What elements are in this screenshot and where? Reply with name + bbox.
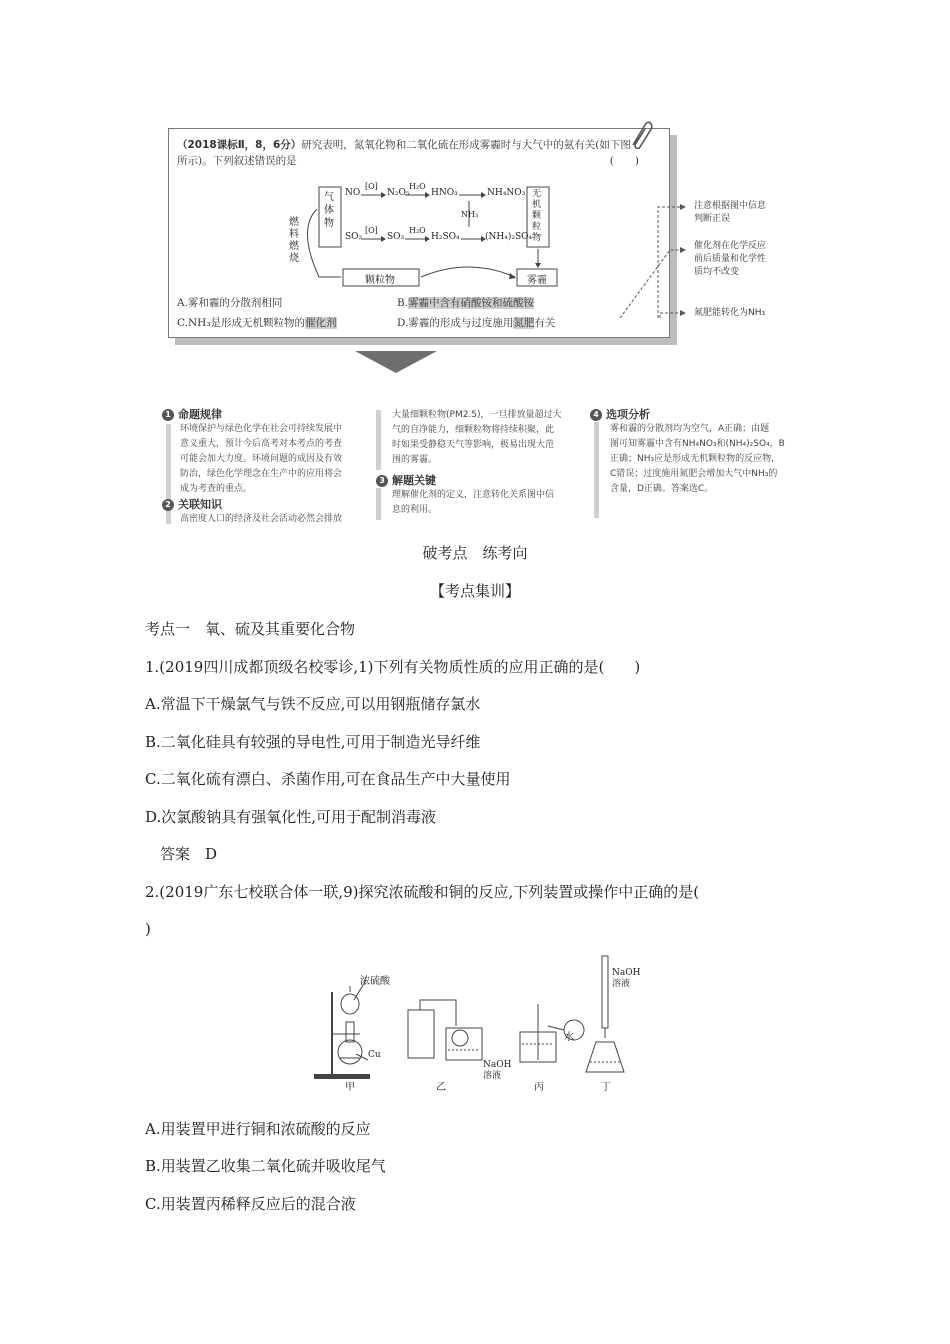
label-apparatus-jia: 甲 bbox=[345, 1082, 355, 1093]
q1-option-c: C.二氧化硫有漂白、杀菌作用,可在食品生产中大量使用 bbox=[145, 770, 511, 788]
q2-option-b: B.用装置乙收集二氧化硫并吸收尾气 bbox=[145, 1157, 386, 1175]
option-c: C.NH₃是形成无机颗粒物的催化剂 bbox=[177, 317, 337, 329]
formula-no: NO bbox=[345, 188, 361, 198]
label-apparatus-bing: 丙 bbox=[534, 1082, 544, 1093]
formula-hno3: HNO₃ bbox=[431, 188, 458, 198]
question-2: 2.(2019广东七校联合体一联,9)探究浓硫酸和铜的反应,下列装置或操作中正确的是( bbox=[145, 883, 700, 901]
option-a: A.雾和霾的分散剂相同 bbox=[177, 297, 283, 309]
formula-nh4no3: NH₄NO₃ bbox=[487, 188, 526, 198]
section-key-text: 理解催化剂的定义，注意转化关系图中信 息的利用。 bbox=[392, 490, 555, 515]
analysis-bar-3 bbox=[376, 488, 381, 520]
option-c-highlight: 催化剂 bbox=[305, 317, 337, 329]
formula-h2so4: H₂SO₄ bbox=[431, 232, 460, 242]
reagent-o-2: [O] bbox=[365, 226, 378, 235]
q2-option-c: C.用装置丙稀释反应后的混合液 bbox=[145, 1195, 356, 1213]
section-rule-heading: 1 命题规律 bbox=[162, 406, 222, 422]
label-water: 水 bbox=[564, 1032, 574, 1043]
section-knowledge-text: 高密度人口的经济及社会活动必然会排放 bbox=[180, 514, 343, 524]
section-heading: 破考点 练考向 bbox=[422, 544, 528, 562]
question-1: 1.(2019四川成都顶级名校零诊,1)下列有关物质性质的应用正确的是( ) bbox=[145, 658, 641, 676]
question-card bbox=[168, 128, 670, 338]
side-note-2: 催化剂在化学反应 前后质量和化学性 质均不改变 bbox=[694, 241, 767, 277]
section-subheading: 【考点集训】 bbox=[429, 582, 520, 600]
label-apparatus-yi: 乙 bbox=[436, 1082, 446, 1093]
side-note-3: 氮肥能转化为NH₃ bbox=[694, 308, 766, 318]
section-key-heading: 3 解题关键 bbox=[376, 472, 436, 488]
option-d: D.雾霾的形成与过度施用氮肥有关 bbox=[397, 317, 556, 329]
topic-title: 考点一 氧、硫及其重要化合物 bbox=[145, 620, 356, 638]
option-b: B.雾霾中含有硝酸铵和硫酸铵 bbox=[397, 297, 535, 309]
particles-label: 颗粒物 bbox=[365, 275, 395, 286]
section-options-heading: 4 选项分析 bbox=[590, 406, 650, 422]
label-apparatus-ding: 丁 bbox=[601, 1082, 611, 1093]
fuel-combustion-label: 燃料燃烧 bbox=[289, 217, 299, 264]
analysis-bar-2 bbox=[376, 410, 381, 470]
option-d-highlight: 氮肥 bbox=[513, 317, 535, 329]
option-b-highlight: 雾霾中含有硝酸铵和硫酸铵 bbox=[408, 297, 535, 309]
formula-nh3: NH₃ bbox=[461, 210, 479, 219]
formula-nh4-2so4: (NH₄)₂SO₄ bbox=[485, 232, 533, 242]
gas-box-label: 气体物 bbox=[324, 192, 334, 229]
label-conc-acid: 浓硫酸 bbox=[360, 976, 390, 987]
section-knowledge-cont-text: 大量细颗粒物(PM2.5)，一旦排放量超过大 气的自净能力，细颗粒物将持续积聚，此 时如果受静稳天气等影响，极易出现大范 围的雾霾。 bbox=[392, 410, 562, 465]
question-2-cont: ) bbox=[145, 920, 151, 938]
q1-answer: 答案 D bbox=[160, 845, 218, 863]
section-options-text: 雾和霾的分散剂均为空气，A正确；由题 图可知雾霾中含有NH₄NO₃和(NH₄)₂SO₄，B 正确；NH₃应是形成无机颗粒物的反应物， C错误；过度施用氮肥会增加大气中NH₃的 含量，D正确。答案选C。 bbox=[610, 424, 785, 494]
section-knowledge-heading: 2 关联知识 bbox=[162, 496, 222, 512]
q2-option-a: A.用装置甲进行铜和浓硫酸的反应 bbox=[145, 1120, 371, 1138]
label-naoh-solution-2: NaOH 溶液 bbox=[612, 968, 641, 989]
stem-line-1: 研究表明，氮氧化物和二氧化硫在形成雾霾时与大气中的氨有关(如下图 bbox=[301, 139, 631, 151]
formula-n2o5: N₂O₅ bbox=[387, 188, 410, 198]
reagent-h2o-2: H₂O bbox=[409, 226, 426, 235]
annotation-connectors bbox=[600, 195, 690, 325]
label-cu: Cu bbox=[368, 1050, 381, 1060]
label-naoh-solution-1: NaOH 溶液 bbox=[483, 1060, 512, 1081]
down-arrow-icon bbox=[355, 351, 437, 375]
question-source: （2018课标Ⅱ，8，6分） bbox=[177, 139, 302, 151]
q1-option-a: A.常温下干燥氯气与铁不反应,可以用钢瓶储存氯水 bbox=[145, 695, 481, 713]
formula-so2: SO₂ bbox=[345, 232, 363, 242]
formula-so3: SO₃ bbox=[387, 232, 405, 242]
answer-paren: ( ) bbox=[609, 155, 639, 167]
analysis-bar-4 bbox=[594, 422, 599, 518]
haze-label: 雾霾 bbox=[527, 275, 547, 286]
inorganic-particle-label: 无机颗粒物 bbox=[532, 189, 542, 243]
stem-line-2: 所示)。下列叙述错误的是 bbox=[177, 155, 297, 167]
reagent-h2o-1: H₂O bbox=[409, 182, 426, 191]
side-note-1: 注意根据图中信息 判断正误 bbox=[694, 201, 767, 224]
reagent-o-1: [O] bbox=[365, 182, 378, 191]
section-rule-text: 环境保护与绿色化学在社会可持续发展中 意义重大，预计今后高考对本考点的考查 可能会加大力度。环境问题的成因及有效 防治，绿色化学理念在生产中的应用将会 成为考查的重点。 bbox=[180, 424, 343, 494]
q1-option-d: D.次氯酸钠具有强氧化性,可用于配制消毒液 bbox=[145, 808, 437, 826]
q1-option-b: B.二氧化硅具有较强的导电性,可用于制造光导纤维 bbox=[145, 733, 481, 751]
